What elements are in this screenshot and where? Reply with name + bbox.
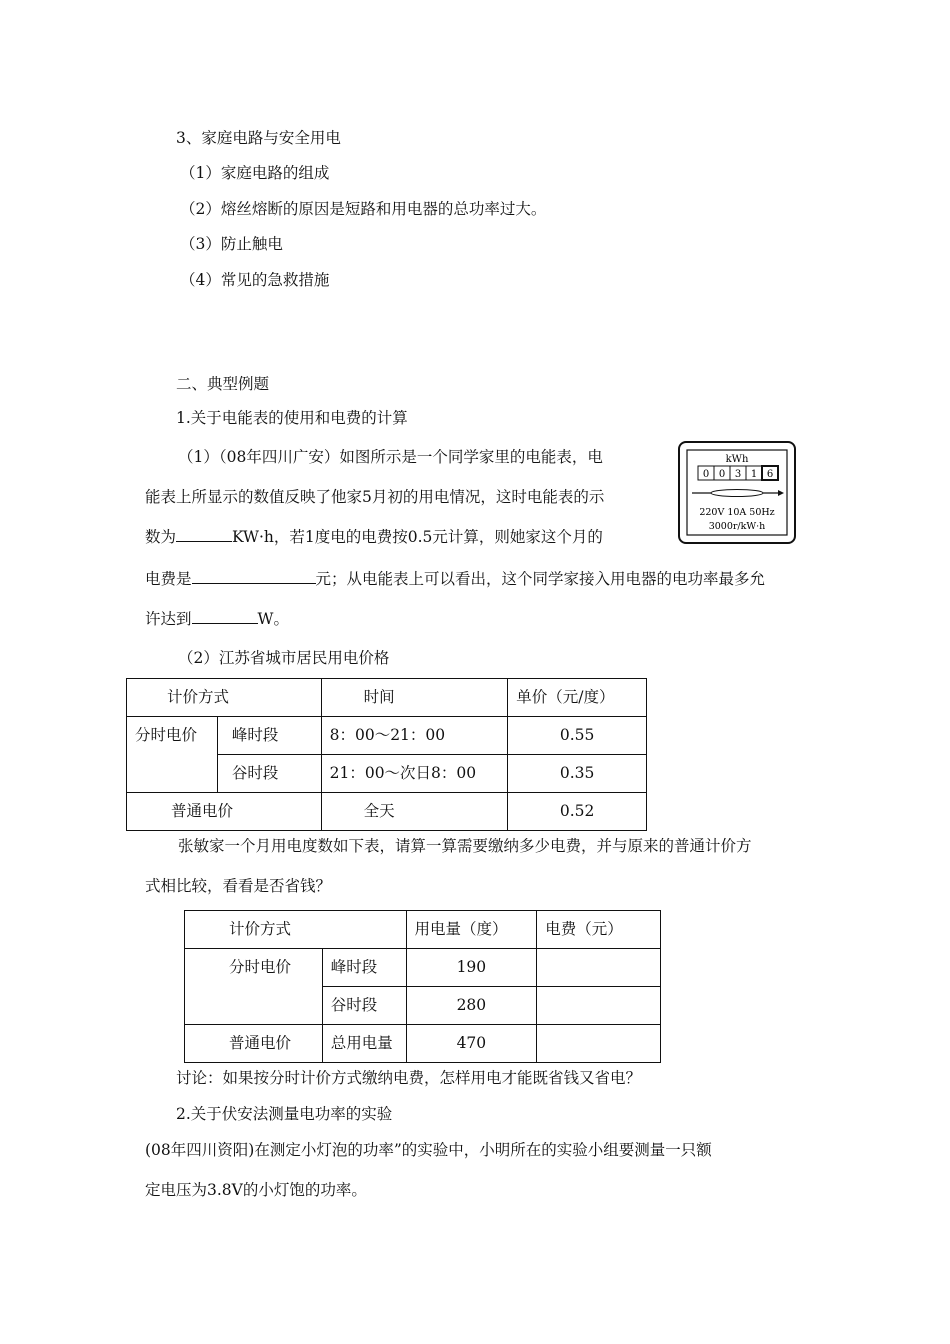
para1-line2: 式相比较，看看是否省钱？ bbox=[145, 877, 332, 895]
q1-line4-prefix: 电费是 bbox=[145, 570, 192, 588]
q1-line2: 能表上所显示的数值反映了他家5月初的用电情况，这时电能表的示 bbox=[145, 488, 605, 506]
price-peak-price: 0.55 bbox=[508, 717, 647, 755]
usage-peak-amount: 190 bbox=[406, 949, 537, 987]
section3-item-1: （1）家庭电路的组成 bbox=[180, 164, 330, 182]
usage-normal-fee[interactable] bbox=[537, 1025, 661, 1063]
topic1-heading: 1.关于电能表的使用和电费的计算 bbox=[176, 409, 408, 427]
electric-meter-icon bbox=[678, 441, 796, 544]
q1-line3-suffix: KW·h，若1度电的电费按0.5元计算，则她家这个月的 bbox=[232, 528, 603, 546]
price-valley-price: 0.35 bbox=[508, 755, 647, 793]
discussion: 讨论：如果按分时计价方式缴纳电费，怎样用电才能既省钱又省电？ bbox=[176, 1069, 642, 1087]
meter-digit-4: 1 bbox=[750, 469, 758, 480]
section3-item-2: （2）熔丝熔断的原因是短路和用电器的总功率过大。 bbox=[180, 200, 547, 218]
usage-table bbox=[184, 910, 661, 1063]
price-header-price: 单价（元/度） bbox=[508, 679, 647, 717]
meter-rating-2: 3000r/kW·h bbox=[708, 521, 766, 532]
q1-line1: （1）（08年四川广安）如图所示是一个同学家里的电能表，电 bbox=[178, 448, 603, 466]
para1-line1: 张敏家一个月用电度数如下表，请算一算需要缴纳多少电费，并与原来的普通计价方 bbox=[178, 837, 752, 855]
meter-digit-5: 6 bbox=[766, 469, 774, 480]
price-tou-label: 分时电价 bbox=[127, 717, 218, 793]
meter-unit: kWh bbox=[725, 454, 749, 465]
usage-peak-fee[interactable] bbox=[537, 949, 661, 987]
meter-digit-3: 3 bbox=[734, 469, 742, 480]
price-normal-time: 全天 bbox=[321, 793, 508, 831]
usage-header-amount: 用电量（度） bbox=[406, 911, 537, 949]
q1-line3 bbox=[145, 527, 603, 547]
meter-digit-2: 0 bbox=[718, 469, 726, 480]
price-valley-period: 谷时段 bbox=[217, 755, 321, 793]
price-header-time: 时间 bbox=[321, 679, 508, 717]
price-peak-period: 峰时段 bbox=[217, 717, 321, 755]
examples-heading: 二、典型例题 bbox=[176, 375, 270, 393]
q1-line5-prefix: 许达到 bbox=[145, 610, 192, 628]
answer-blank-fee[interactable] bbox=[192, 569, 316, 584]
q1-line5 bbox=[145, 609, 289, 629]
usage-normal-period: 总用电量 bbox=[322, 1025, 406, 1063]
q3-line1: (08年四川资阳)在测定小灯泡的功率”的实验中，小明所在的实验小组要测量一只额 bbox=[145, 1141, 712, 1159]
usage-tou-label: 分时电价 bbox=[185, 949, 323, 1025]
price-peak-time: 8：00～21：00 bbox=[321, 717, 508, 755]
usage-peak-period: 峰时段 bbox=[322, 949, 406, 987]
meter-rating-1: 220V 10A 50Hz bbox=[699, 507, 775, 518]
answer-blank-power[interactable] bbox=[192, 609, 258, 624]
section3-title: 3、家庭电路与安全用电 bbox=[176, 129, 341, 147]
section3-item-3: （3）防止触电 bbox=[180, 235, 283, 253]
usage-header-fee: 电费（元） bbox=[537, 911, 661, 949]
topic2-heading: 2.关于伏安法测量电功率的实验 bbox=[176, 1105, 393, 1123]
q1-line4 bbox=[145, 569, 765, 589]
price-table bbox=[126, 678, 647, 831]
q1-line3-prefix: 数为 bbox=[145, 528, 177, 546]
price-normal-price: 0.52 bbox=[508, 793, 647, 831]
price-header-method: 计价方式 bbox=[127, 679, 322, 717]
answer-blank-reading[interactable] bbox=[176, 527, 232, 542]
usage-valley-amount: 280 bbox=[406, 987, 537, 1025]
q1-line4-suffix: 元；从电能表上可以看出，这个同学家接入用电器的电功率最多允 bbox=[315, 570, 766, 588]
usage-normal-label: 普通电价 bbox=[185, 1025, 323, 1063]
price-valley-time: 21：00～次日8：00 bbox=[321, 755, 508, 793]
meter-digit-1: 0 bbox=[702, 469, 710, 480]
usage-normal-amount: 470 bbox=[406, 1025, 537, 1063]
usage-header-method: 计价方式 bbox=[185, 911, 407, 949]
electric-meter-figure bbox=[678, 441, 796, 544]
section3-item-4: （4）常见的急救措施 bbox=[180, 271, 330, 289]
usage-valley-fee[interactable] bbox=[537, 987, 661, 1025]
usage-valley-period: 谷时段 bbox=[322, 987, 406, 1025]
q3-line2: 定电压为3.8V的小灯饱的功率。 bbox=[145, 1181, 367, 1199]
q2-title: （2）江苏省城市居民用电价格 bbox=[178, 649, 390, 667]
q1-line5-suffix: W。 bbox=[257, 610, 289, 628]
price-normal-label: 普通电价 bbox=[127, 793, 322, 831]
